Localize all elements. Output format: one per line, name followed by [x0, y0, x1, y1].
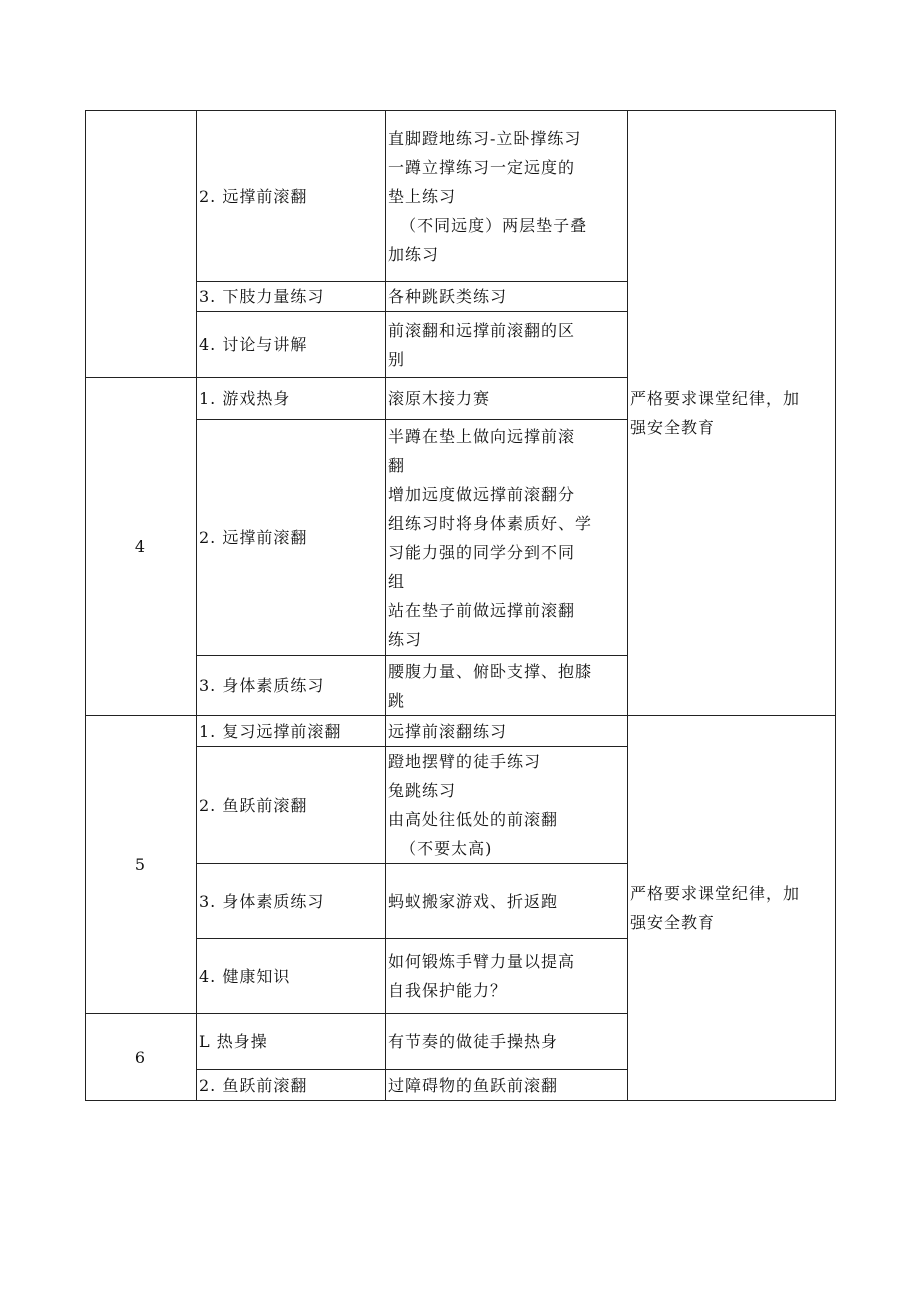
content-cell: 远撑前滚翻练习	[386, 716, 628, 747]
topic-cell: 4. 讨论与讲解	[197, 312, 386, 378]
content-cell: 腰腹力量、俯卧支撑、抱膝 跳	[386, 656, 628, 716]
content-cell: 如何锻炼手臂力量以提高 自我保护能力？	[386, 939, 628, 1014]
content-cell: 有节奏的做徒手操热身	[386, 1014, 628, 1070]
topic-cell: L 热身操	[197, 1014, 386, 1070]
topic-cell: 2. 远撑前滚翻	[197, 420, 386, 656]
content-cell: 蹬地摆臂的徒手练习 兔跳练习 由高处往低处的前滚翻 （不要太高)	[386, 747, 628, 864]
topic-cell: 2. 鱼跃前滚翻	[197, 747, 386, 864]
requirement-cell: 严格要求课堂纪律，加 强安全教育	[628, 111, 836, 716]
content-cell: 过障碍物的鱼跃前滚翻	[386, 1070, 628, 1101]
topic-cell: 3. 身体素质练习	[197, 656, 386, 716]
topic-cell: 1. 复习远撑前滚翻	[197, 716, 386, 747]
content-cell: 蚂蚁搬家游戏、折返跑	[386, 864, 628, 939]
content-cell: 滚原木接力赛	[386, 378, 628, 420]
requirement-cell: 严格要求课堂纪律，加 强安全教育	[628, 716, 836, 1101]
content-cell: 半蹲在垫上做向远撑前滚 翻 增加远度做远撑前滚翻分 组练习时将身体素质好、学 习能力强的同学分到不同 组 站在垫子前做远撑前滚翻 练习	[386, 420, 628, 656]
content-cell: 前滚翻和远撑前滚翻的区 别	[386, 312, 628, 378]
topic-cell: 4. 健康知识	[197, 939, 386, 1014]
topic-cell: 3. 身体素质练习	[197, 864, 386, 939]
table-row	[86, 111, 836, 282]
topic-cell: 2. 鱼跃前滚翻	[197, 1070, 386, 1101]
lesson-number-cell: 6	[86, 1014, 197, 1101]
lesson-plan-table	[85, 110, 836, 1101]
content-cell: 直脚蹬地练习-立卧撑练习 一蹲立撑练习一定远度的 垫上练习 （不同远度）两层垫子叠 加练习	[386, 111, 628, 282]
topic-cell: 1. 游戏热身	[197, 378, 386, 420]
lesson-number-cell	[86, 111, 197, 378]
topic-cell: 2. 远撑前滚翻	[197, 111, 386, 282]
content-cell: 各种跳跃类练习	[386, 282, 628, 312]
topic-cell: 3. 下肢力量练习	[197, 282, 386, 312]
table-row	[86, 716, 836, 747]
lesson-number-cell: 5	[86, 716, 197, 1014]
lesson-number-cell: 4	[86, 378, 197, 716]
